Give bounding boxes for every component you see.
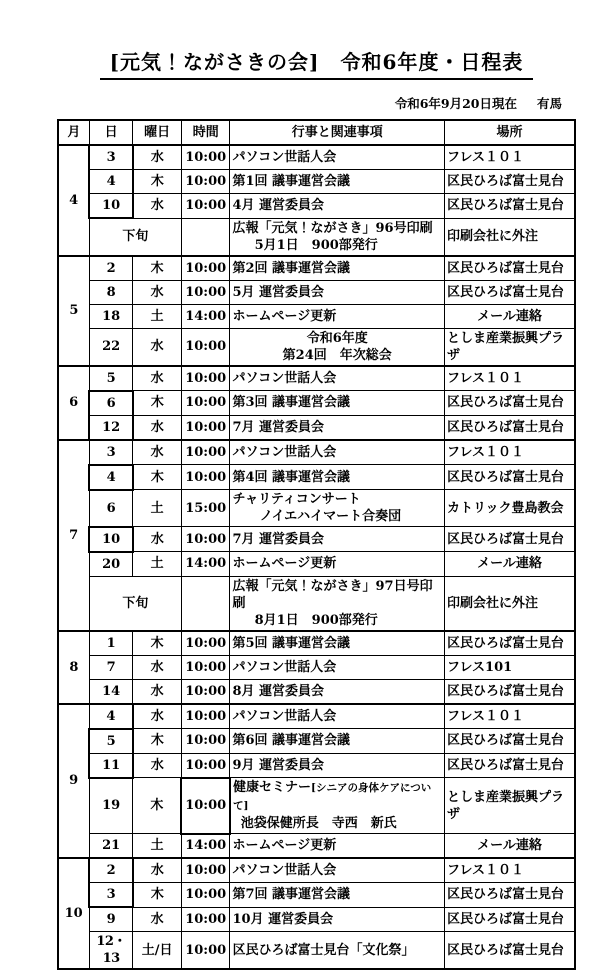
weekday-cell: 水 [133, 753, 182, 778]
weekday-cell: 水 [133, 280, 182, 304]
day-cell: 12・13 [89, 932, 133, 970]
weekday-cell: 水 [133, 704, 182, 729]
day-cell: 10 [89, 527, 133, 552]
day-cell: 2 [89, 256, 133, 281]
table-row [58, 256, 575, 281]
document-page [0, 46, 615, 966]
event-cell [230, 729, 444, 754]
day-period-cell: 下旬 [89, 576, 181, 631]
event-cell [230, 552, 444, 577]
day-cell: 7 [89, 655, 133, 679]
day-period-cell: 下旬 [89, 218, 181, 256]
event-line: 区民ひろば富士見台「文化祭」 [232, 942, 415, 958]
weekday-cell: 水 [133, 415, 182, 440]
event-line: ホームページ更新 [232, 556, 337, 572]
event-line: 8月 運営委員会 [232, 683, 325, 699]
event-line: パソコン世話人会 [232, 708, 337, 724]
time-cell: 14:00 [181, 552, 230, 577]
event-cell [230, 778, 444, 834]
month-cell: 9 [58, 704, 89, 859]
document-content [57, 46, 576, 970]
weekday-cell: 水 [133, 145, 182, 170]
place-cell: 印刷会社に外注 [444, 576, 575, 631]
schedule-table [57, 119, 576, 970]
day-cell: 4 [89, 704, 133, 729]
place-cell: フレス１０１ [444, 366, 575, 391]
time-cell [181, 218, 230, 256]
time-cell: 10:00 [181, 527, 230, 552]
place-cell: 区民ひろば富士見台 [444, 527, 575, 552]
table-row [58, 194, 575, 219]
place-cell: メール連絡 [444, 834, 575, 859]
weekday-cell: 木 [133, 170, 182, 194]
event-line: 広報「元気！ながさき」97日号印刷 [232, 578, 433, 611]
day-cell: 21 [89, 834, 133, 859]
day-cell: 6 [89, 391, 133, 416]
table-row [58, 932, 575, 970]
place-cell: 区民ひろば富士見台 [444, 194, 575, 219]
date-line [57, 94, 576, 112]
month-cell: 5 [58, 256, 89, 366]
event-line: 第3回 議事運営会議 [232, 395, 351, 411]
place-cell: 区民ひろば富士見台 [444, 256, 575, 281]
place-cell: 区民ひろば富士見台 [444, 170, 575, 194]
time-cell: 10:00 [181, 366, 230, 391]
place-cell: 区民ひろば富士見台 [444, 631, 575, 656]
month-cell: 6 [58, 366, 89, 440]
place-cell: 区民ひろば富士見台 [444, 753, 575, 778]
day-cell: 6 [89, 490, 133, 527]
event-line: 第6回 議事運営会議 [232, 733, 351, 749]
event-cell [230, 280, 444, 304]
table-row [58, 465, 575, 490]
place-cell: 区民ひろば富士見台 [444, 932, 575, 970]
header-row [58, 120, 575, 145]
table-row [58, 729, 575, 754]
day-cell: 11 [89, 753, 133, 778]
table-row [58, 527, 575, 552]
table-row [58, 679, 575, 704]
event-line: 第1回 議事運営会議 [232, 174, 351, 189]
month-cell: 7 [58, 440, 89, 631]
event-line: チャリティコンサート [232, 492, 361, 507]
day-cell: 3 [89, 440, 133, 465]
event-cell [230, 366, 444, 391]
weekday-cell: 水 [133, 858, 182, 883]
table-row [58, 170, 575, 194]
table-row [58, 576, 575, 631]
day-cell: 14 [89, 679, 133, 704]
header-day: 日 [89, 120, 133, 145]
day-cell: 1 [89, 631, 133, 656]
weekday-cell: 木 [133, 778, 182, 834]
place-cell: 区民ひろば富士見台 [444, 465, 575, 490]
table-row [58, 753, 575, 778]
weekday-cell: 水 [133, 907, 182, 932]
time-cell: 10:00 [181, 883, 230, 908]
place-cell: 区民ひろば富士見台 [444, 415, 575, 440]
place-cell: カトリック豊島教会 [444, 490, 575, 527]
table-row [58, 704, 575, 729]
event-cell [230, 194, 444, 219]
time-cell: 15:00 [181, 490, 230, 527]
table-row [58, 883, 575, 908]
event-line: 池袋保健所長 寺西 新氏 [240, 816, 397, 831]
table-row [58, 145, 575, 170]
event-cell [230, 145, 444, 170]
time-cell: 10:00 [181, 328, 230, 366]
weekday-cell: 水 [133, 655, 182, 679]
table-row [58, 552, 575, 577]
event-cell [230, 170, 444, 194]
event-cell [230, 391, 444, 416]
day-cell: 22 [89, 328, 133, 366]
place-cell: 区民ひろば富士見台 [444, 907, 575, 932]
weekday-cell: 水 [133, 440, 182, 465]
weekday-cell: 木 [133, 465, 182, 490]
event-line: 第4回 議事運営会議 [232, 469, 351, 485]
place-cell: フレス１０１ [444, 858, 575, 883]
day-cell: 12 [89, 415, 133, 440]
place-cell: メール連絡 [444, 552, 575, 577]
header-event: 行事と関連事項 [230, 120, 444, 145]
place-cell: 区民ひろば富士見台 [444, 280, 575, 304]
weekday-cell: 木 [133, 391, 182, 416]
place-cell: 印刷会社に外注 [444, 218, 575, 256]
event-cell [230, 834, 444, 859]
event-line: ホームページ更新 [232, 308, 337, 324]
page-title: [元気！ながさきの会] 令和6年度・日程表 [100, 46, 534, 80]
time-cell: 10:00 [181, 256, 230, 281]
day-cell: 5 [89, 366, 133, 391]
title-wrap [57, 46, 576, 80]
time-cell: 14:00 [181, 304, 230, 328]
time-cell: 10:00 [181, 391, 230, 416]
event-line: 4月 運営委員会 [232, 198, 325, 214]
place-cell: としま産業振興プラザ [444, 328, 575, 366]
weekday-cell: 水 [133, 366, 182, 391]
table-row [58, 655, 575, 679]
date-note: 令和6年9月20日現在 [394, 96, 517, 111]
event-line: 第2回 議事運営会議 [232, 260, 351, 276]
event-cell [230, 440, 444, 465]
place-cell: 区民ひろば富士見台 [444, 679, 575, 704]
time-cell: 10:00 [181, 679, 230, 704]
event-line: 第24回 年次総会 [282, 347, 392, 363]
day-cell: 20 [89, 552, 133, 577]
time-cell: 10:00 [181, 655, 230, 679]
time-cell: 10:00 [181, 415, 230, 440]
event-cell [230, 328, 444, 366]
table-row [58, 858, 575, 883]
event-cell [230, 932, 444, 970]
event-cell [230, 858, 444, 883]
header-month: 月 [58, 120, 89, 145]
day-cell: 4 [89, 170, 133, 194]
day-cell: 3 [89, 883, 133, 908]
day-cell: 19 [89, 778, 133, 834]
event-line: パソコン世話人会 [232, 150, 337, 165]
event-cell [230, 655, 444, 679]
table-row [58, 778, 575, 834]
event-line: 7月 運営委員会 [232, 531, 325, 547]
day-cell: 4 [89, 465, 133, 490]
weekday-cell: 土 [133, 490, 182, 527]
event-cell [230, 631, 444, 656]
event-line: 令和6年度 [306, 330, 368, 346]
event-cell [230, 679, 444, 704]
event-cell [230, 907, 444, 932]
weekday-cell: 土 [133, 304, 182, 328]
table-row [58, 440, 575, 465]
time-cell: 10:00 [181, 753, 230, 778]
table-row [58, 218, 575, 256]
time-cell: 10:00 [181, 145, 230, 170]
weekday-cell: 木 [133, 729, 182, 754]
weekday-cell: 土/日 [133, 932, 182, 970]
event-line: 広報「元気！ながさき」96号印刷 [232, 220, 433, 236]
place-cell: フレス１０１ [444, 704, 575, 729]
event-cell [230, 527, 444, 552]
time-cell: 10:00 [181, 932, 230, 970]
table-row [58, 328, 575, 366]
weekday-cell: 土 [133, 834, 182, 859]
weekday-cell: 土 [133, 552, 182, 577]
event-line: 9月 運営委員会 [232, 757, 325, 773]
day-cell: 5 [89, 729, 133, 754]
header-time: 時間 [181, 120, 230, 145]
header-weekday: 曜日 [133, 120, 182, 145]
event-line: 第5回 議事運営会議 [232, 635, 351, 651]
place-cell: フレス101 [444, 655, 575, 679]
table-row [58, 907, 575, 932]
event-line: 5月1日 900部発行 [254, 237, 378, 253]
day-cell: 18 [89, 304, 133, 328]
weekday-cell: 木 [133, 883, 182, 908]
table-row [58, 366, 575, 391]
month-cell: 8 [58, 631, 89, 704]
time-cell: 10:00 [181, 907, 230, 932]
time-cell: 10:00 [181, 631, 230, 656]
table-row [58, 304, 575, 328]
day-cell: 3 [89, 145, 133, 170]
event-cell [230, 490, 444, 527]
weekday-cell: 水 [133, 527, 182, 552]
event-title: 健康セミナー [232, 780, 311, 795]
time-cell: 10:00 [181, 440, 230, 465]
event-subtitle: [シニアの身体ケアについて] [232, 782, 432, 812]
day-cell: 2 [89, 858, 133, 883]
time-cell: 10:00 [181, 778, 230, 834]
table-row [58, 631, 575, 656]
place-cell: フレス１０１ [444, 440, 575, 465]
event-cell [230, 465, 444, 490]
table-row [58, 391, 575, 416]
month-cell: 10 [58, 858, 89, 969]
day-cell: 9 [89, 907, 133, 932]
time-cell [181, 576, 230, 631]
event-line: 10月 運営委員会 [232, 911, 334, 927]
event-cell [230, 218, 444, 256]
event-line: パソコン世話人会 [232, 444, 337, 460]
event-line: パソコン世話人会 [232, 659, 337, 675]
event-line: パソコン世話人会 [232, 370, 337, 386]
time-cell: 10:00 [181, 280, 230, 304]
event-cell [230, 753, 444, 778]
table-row [58, 834, 575, 859]
event-cell [230, 415, 444, 440]
month-cell: 4 [58, 145, 89, 256]
signature: 有馬 [536, 96, 562, 111]
event-line: 8月1日 900部発行 [254, 612, 378, 628]
day-cell: 10 [89, 194, 133, 219]
event-line [233, 779, 442, 815]
time-cell: 10:00 [181, 858, 230, 883]
event-cell [230, 704, 444, 729]
place-cell: 区民ひろば富士見台 [444, 391, 575, 416]
place-cell: メール連絡 [444, 304, 575, 328]
event-line: 5月 運営委員会 [232, 284, 325, 300]
table-row [58, 280, 575, 304]
weekday-cell: 木 [133, 256, 182, 281]
day-cell: 8 [89, 280, 133, 304]
event-cell [230, 883, 444, 908]
time-cell: 10:00 [181, 465, 230, 490]
time-cell: 10:00 [181, 170, 230, 194]
weekday-cell: 木 [133, 631, 182, 656]
place-cell: 区民ひろば富士見台 [444, 883, 575, 908]
place-cell: としま産業振興プラザ [444, 778, 575, 834]
event-line: ノイエハイマート合奏団 [259, 509, 402, 524]
place-cell: フレス１０１ [444, 145, 575, 170]
time-cell: 10:00 [181, 194, 230, 219]
event-cell [230, 304, 444, 328]
event-line: ホームページ更新 [232, 838, 337, 853]
weekday-cell: 水 [133, 194, 182, 219]
event-line: 7月 運営委員会 [232, 419, 325, 435]
event-cell [230, 576, 444, 631]
weekday-cell: 水 [133, 328, 182, 366]
time-cell: 14:00 [181, 834, 230, 859]
weekday-cell: 水 [133, 679, 182, 704]
table-row [58, 490, 575, 527]
event-line: パソコン世話人会 [232, 863, 337, 878]
event-line: 第7回 議事運営会議 [232, 887, 351, 903]
table-row [58, 415, 575, 440]
place-cell: 区民ひろば富士見台 [444, 729, 575, 754]
time-cell: 10:00 [181, 704, 230, 729]
event-cell [230, 256, 444, 281]
time-cell: 10:00 [181, 729, 230, 754]
header-place: 場所 [444, 120, 575, 145]
